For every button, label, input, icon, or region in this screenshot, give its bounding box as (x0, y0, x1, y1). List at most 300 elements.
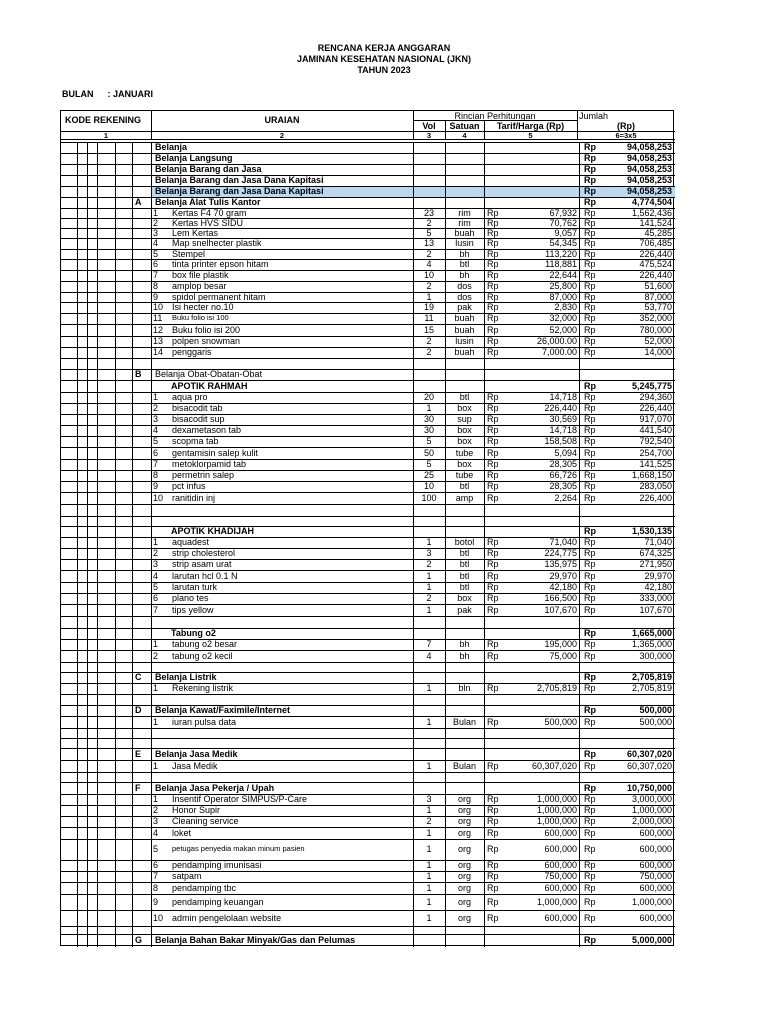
item-number: 8 (153, 883, 159, 893)
row-rule (61, 926, 675, 927)
tarif-currency: Rp (487, 238, 499, 248)
item-satuan: org (457, 816, 471, 826)
jumlah-currency: Rp (584, 571, 596, 581)
row-rule (61, 839, 675, 840)
jumlah-value: 1,000,000 (631, 805, 672, 815)
item-uraian: box file plastik (172, 270, 229, 280)
doc-title-2: JAMINAN KESEHATAN NASIONAL (JKN) (296, 54, 471, 64)
tarif-value: 67,932 (549, 208, 577, 218)
kode-letter: E (135, 749, 142, 759)
item-volume: 50 (423, 448, 434, 458)
item-uraian: dexametason tab (172, 425, 242, 435)
jumlah-currency: Rp (584, 883, 596, 893)
jumlah-currency: Rp (584, 425, 596, 435)
row-rule (61, 934, 675, 935)
tarif-currency: Rp (487, 218, 499, 228)
kode-letter: D (135, 705, 142, 715)
tarif-value: 66,726 (549, 470, 577, 480)
item-uraian: polpen snowman (172, 336, 241, 346)
jumlah-value: 5,000,000 (631, 935, 672, 945)
item-satuan: lusin (455, 238, 474, 248)
jumlah-value: 107,670 (639, 605, 672, 615)
item-satuan: bln (458, 683, 471, 693)
jumlah-currency: Rp (584, 292, 596, 302)
tarif-value: 600,000 (544, 883, 577, 893)
jumlah-currency: Rp (584, 228, 596, 238)
tarif-value: 75,000 (549, 651, 577, 661)
jumlah-value: 254,700 (639, 448, 672, 458)
tarif-currency: Rp (487, 414, 499, 424)
jumlah-currency: Rp (584, 828, 596, 838)
group-title: Belanja Kawat/Faximile/Internet (155, 705, 291, 715)
jumlah-value: 60,307,020 (626, 749, 672, 759)
col-rule (87, 142, 88, 947)
tarif-currency: Rp (487, 425, 499, 435)
group-title: Belanja Obat-Obatan-Obat (155, 369, 263, 379)
row-rule (61, 748, 675, 749)
item-number: 7 (153, 871, 159, 881)
jumlah-value: 141,524 (639, 218, 672, 228)
col-rule (115, 142, 116, 947)
tarif-value: 750,000 (544, 871, 577, 881)
tarif-currency: Rp (487, 448, 499, 458)
jumlah-value: 1,562,436 (631, 208, 672, 218)
item-volume: 1 (426, 292, 432, 302)
row-rule (61, 672, 675, 673)
tarif-currency: Rp (487, 347, 499, 357)
item-volume: 2 (426, 336, 432, 346)
jumlah-value: 42,180 (644, 582, 672, 592)
item-uraian: bisacodit sup (172, 414, 225, 424)
row-rule (61, 694, 675, 695)
tarif-currency: Rp (487, 537, 499, 547)
item-uraian: scopma tab (172, 436, 219, 446)
row-rule (61, 772, 675, 773)
item-uraian: admin pengelolaan website (172, 913, 282, 923)
rule (413, 111, 414, 139)
item-number: 3 (153, 414, 159, 424)
row-rule (61, 504, 675, 505)
item-uraian: Kertas F4 70 gram (172, 208, 247, 218)
tarif-value: 29,970 (549, 571, 577, 581)
item-number: 1 (153, 683, 159, 693)
jumlah-value: 29,970 (644, 571, 672, 581)
item-uraian: Insentif Operator SIMPUS/P-Care (172, 794, 308, 804)
item-number: 9 (153, 897, 159, 907)
bulan-key: BULAN (62, 89, 94, 99)
jumlah-currency: Rp (584, 259, 596, 269)
item-volume: 20 (423, 392, 434, 402)
jumlah-value: 1,665,000 (631, 628, 672, 638)
item-volume: 2 (426, 281, 432, 291)
tarif-value: 600,000 (544, 828, 577, 838)
col-rule (484, 142, 485, 947)
bulan-label (62, 89, 153, 99)
item-number: 13 (153, 336, 164, 346)
item-satuan: btl (459, 259, 470, 269)
item-uraian: tinta printer epson hitam (172, 259, 269, 269)
item-uraian: strip cholesterol (172, 548, 236, 558)
item-number: 4 (153, 425, 159, 435)
item-number: 2 (153, 805, 159, 815)
item-satuan: bh (459, 270, 470, 280)
group-title: Belanja (155, 142, 188, 152)
tarif-currency: Rp (487, 259, 499, 269)
col-num-3: 3 (426, 131, 432, 140)
col-vol-header: Vol (422, 121, 436, 131)
item-number: 14 (153, 347, 164, 357)
jumlah-value: 283,050 (639, 481, 672, 491)
tarif-currency: Rp (487, 605, 499, 615)
jumlah-value: 226,400 (639, 493, 672, 503)
item-uraian: amplop besar (172, 281, 227, 291)
group-title: APOTIK RAHMAH (171, 381, 248, 391)
item-uraian: Cleaning service (172, 816, 239, 826)
item-uraian: metoklorpamid tab (172, 459, 247, 469)
tarif-value: 14,718 (549, 392, 577, 402)
item-satuan: box (457, 593, 472, 603)
tarif-value: 1,000,000 (536, 816, 577, 826)
item-satuan: org (457, 844, 471, 854)
jumlah-value: 226,440 (639, 249, 672, 259)
item-uraian: tabung o2 kecil (172, 651, 233, 661)
rule (413, 120, 577, 121)
tarif-currency: Rp (487, 292, 499, 302)
row-rule (61, 380, 675, 381)
row-rule (61, 662, 675, 663)
jumlah-value: 141,525 (639, 459, 672, 469)
jumlah-value: 600,000 (639, 860, 672, 870)
item-number: 1 (153, 537, 159, 547)
tarif-currency: Rp (487, 228, 499, 238)
item-satuan: btl (459, 559, 470, 569)
tarif-value: 9,057 (554, 228, 577, 238)
jumlah-currency: Rp (584, 238, 596, 248)
jumlah-value: 600,000 (639, 844, 672, 854)
group-title: Tabung o2 (171, 628, 216, 638)
tarif-value: 52,000 (549, 325, 577, 335)
jumlah-currency: Rp (584, 164, 596, 174)
row-rule (61, 738, 675, 739)
tarif-currency: Rp (487, 459, 499, 469)
jumlah-currency: Rp (584, 860, 596, 870)
col-rincian-header: Rincian Perhitungan (454, 111, 536, 121)
jumlah-value: 600,000 (639, 828, 672, 838)
item-satuan: dos (457, 281, 472, 291)
item-number: 10 (153, 913, 164, 923)
tarif-value: 600,000 (544, 860, 577, 870)
item-number: 3 (153, 228, 159, 238)
item-number: 8 (153, 281, 159, 291)
item-satuan: rim (458, 208, 471, 218)
tarif-currency: Rp (487, 336, 499, 346)
group-title: Belanja Jasa Pekerja / Upah (155, 783, 275, 793)
rule (61, 131, 675, 132)
jumlah-currency: Rp (584, 281, 596, 291)
jumlah-currency: Rp (584, 639, 596, 649)
jumlah-value: 333,000 (639, 593, 672, 603)
tarif-value: 7,000.00 (541, 347, 577, 357)
item-satuan: Bulan (452, 761, 477, 771)
jumlah-currency: Rp (584, 302, 596, 312)
item-number: 7 (153, 459, 159, 469)
jumlah-currency: Rp (584, 459, 596, 469)
item-number: 5 (153, 436, 159, 446)
jumlah-currency: Rp (584, 582, 596, 592)
group-title: Belanja Alat Tulis Kantor (155, 197, 261, 207)
item-volume: 2 (426, 218, 432, 228)
col-num-4: 4 (462, 131, 467, 140)
item-volume: 19 (423, 302, 434, 312)
tarif-currency: Rp (487, 913, 499, 923)
item-satuan: org (457, 871, 471, 881)
jumlah-value: 271,950 (639, 559, 672, 569)
item-uraian: satpam (172, 871, 202, 881)
item-satuan: btl (459, 392, 470, 402)
jumlah-currency: Rp (584, 593, 596, 603)
tarif-currency: Rp (487, 208, 499, 218)
item-number: 1 (153, 208, 159, 218)
group-title: Belanja Barang dan Jasa (155, 164, 262, 174)
item-satuan: bh (459, 651, 470, 661)
tarif-currency: Rp (487, 717, 499, 727)
jumlah-currency: Rp (584, 559, 596, 569)
jumlah-currency: Rp (584, 935, 596, 945)
jumlah-value: 3,000,000 (631, 794, 672, 804)
tarif-value: 26,000.00 (536, 336, 577, 346)
item-number: 1 (153, 761, 159, 771)
jumlah-currency: Rp (584, 605, 596, 615)
group-title: Belanja Jasa Medik (155, 749, 238, 759)
item-satuan: bh (459, 249, 470, 259)
jumlah-value: 2,705,819 (631, 683, 672, 693)
item-satuan: buah (454, 325, 475, 335)
tarif-value: 54,345 (549, 238, 577, 248)
item-volume: 1 (426, 805, 432, 815)
item-volume: 5 (426, 436, 432, 446)
jumlah-value: 300,000 (639, 651, 672, 661)
rule (61, 139, 675, 140)
item-satuan: botol (454, 537, 475, 547)
tarif-currency: Rp (487, 761, 499, 771)
item-volume: 1 (426, 913, 432, 923)
rule (484, 120, 485, 139)
item-satuan: tube (455, 470, 474, 480)
jumlah-currency: Rp (584, 436, 596, 446)
tarif-currency: Rp (487, 481, 499, 491)
item-uraian: Isi hecter no.10 (172, 302, 234, 312)
tarif-value: 28,305 (549, 459, 577, 469)
item-volume: 4 (426, 259, 432, 269)
item-satuan: btl (459, 571, 470, 581)
tarif-value: 118,881 (545, 259, 577, 269)
jumlah-currency: Rp (584, 325, 596, 335)
jumlah-value: 2,000,000 (631, 816, 672, 826)
item-number: 1 (153, 392, 159, 402)
jumlah-currency: Rp (584, 805, 596, 815)
jumlah-value: 51,600 (644, 281, 672, 291)
jumlah-value: 226,440 (639, 270, 672, 280)
item-satuan: org (457, 828, 471, 838)
jumlah-value: 60,307,020 (626, 761, 672, 771)
jumlah-value: 1,668,150 (631, 470, 672, 480)
tarif-value: 22,644 (549, 270, 577, 280)
tarif-value: 14,718 (549, 425, 577, 435)
item-volume: 1 (426, 761, 432, 771)
jumlah-currency: Rp (584, 175, 596, 185)
item-volume: 2 (426, 593, 432, 603)
jumlah-currency: Rp (584, 270, 596, 280)
item-volume: 1 (426, 571, 432, 581)
jumlah-value: 500,000 (639, 705, 672, 715)
jumlah-value: 600,000 (639, 913, 672, 923)
rule (151, 111, 152, 139)
item-uraian: larutan turk (172, 582, 218, 592)
item-number: 2 (153, 548, 159, 558)
item-satuan: sup (457, 414, 472, 424)
jumlah-currency: Rp (584, 749, 596, 759)
item-uraian: bisacodit tab (172, 403, 223, 413)
col-jumlah-unit: (Rp) (617, 121, 635, 131)
item-uraian: Buku folio isi 100 (172, 313, 229, 322)
item-volume: 10 (423, 481, 434, 491)
col-num-5: 5 (528, 131, 533, 140)
item-uraian: Rekening listrik (172, 683, 234, 693)
group-title: APOTIK KHADIJAH (171, 526, 255, 536)
item-uraian: aqua pro (172, 392, 208, 402)
item-volume: 30 (423, 414, 434, 424)
rule (445, 120, 446, 139)
jumlah-currency: Rp (584, 651, 596, 661)
item-volume: 1 (426, 883, 432, 893)
jumlah-currency: Rp (584, 537, 596, 547)
kode-letter: A (135, 197, 142, 207)
tarif-value: 135,975 (544, 559, 577, 569)
tarif-currency: Rp (487, 493, 499, 503)
item-volume: 5 (426, 459, 432, 469)
tarif-currency: Rp (487, 270, 499, 280)
jumlah-currency: Rp (584, 913, 596, 923)
tarif-currency: Rp (487, 805, 499, 815)
item-uraian: penggaris (172, 347, 212, 357)
jumlah-currency: Rp (584, 208, 596, 218)
jumlah-currency: Rp (584, 414, 596, 424)
tarif-value: 25,800 (549, 281, 577, 291)
item-satuan: box (457, 425, 472, 435)
jumlah-currency: Rp (584, 897, 596, 907)
item-number: 6 (153, 593, 159, 603)
tarif-value: 224,775 (544, 548, 577, 558)
item-satuan: org (457, 805, 471, 815)
tarif-currency: Rp (487, 883, 499, 893)
col-rule (413, 142, 414, 947)
group-title: Belanja Langsung (155, 153, 233, 163)
jumlah-value: 792,540 (639, 436, 672, 446)
doc-title-3: TAHUN 2023 (357, 65, 411, 75)
tarif-currency: Rp (487, 860, 499, 870)
item-number: 3 (153, 559, 159, 569)
row-rule (61, 782, 675, 783)
item-number: 4 (153, 571, 159, 581)
col-tarif-header: Tarif/Harga (Rp) (496, 121, 565, 131)
tarif-currency: Rp (487, 683, 499, 693)
tarif-value: 2,264 (554, 493, 577, 503)
col-uraian-header: URAIAN (264, 115, 300, 125)
jumlah-value: 94,058,253 (626, 142, 672, 152)
tarif-currency: Rp (487, 897, 499, 907)
tarif-value: 158,508 (544, 436, 577, 446)
item-volume: 23 (423, 208, 434, 218)
item-satuan: buah (454, 347, 475, 357)
item-volume: 1 (426, 717, 432, 727)
item-satuan: btl (459, 481, 470, 491)
jumlah-value: 5,245,775 (631, 381, 672, 391)
item-volume: 1 (426, 860, 432, 870)
jumlah-value: 94,058,253 (626, 186, 672, 196)
item-uraian: pendamping keuangan (172, 897, 264, 907)
item-volume: 11 (424, 313, 434, 323)
tarif-currency: Rp (487, 828, 499, 838)
item-uraian: Kertas HVS SIDU (172, 218, 244, 228)
item-satuan: box (457, 459, 472, 469)
jumlah-value: 2,705,819 (631, 672, 672, 682)
kode-letter: G (135, 935, 143, 945)
col-kode-header: KODE REKENING (65, 115, 142, 125)
item-satuan: amp (455, 493, 474, 503)
item-satuan: bh (459, 639, 470, 649)
tarif-value: 166,500 (544, 593, 577, 603)
item-uraian: Buku folio isi 200 (172, 325, 241, 335)
jumlah-currency: Rp (584, 186, 596, 196)
jumlah-currency: Rp (584, 142, 596, 152)
tarif-currency: Rp (487, 325, 499, 335)
item-uraian: iuran pulsa data (172, 717, 237, 727)
item-volume: 2 (426, 816, 432, 826)
item-satuan: btl (459, 548, 470, 558)
item-volume: 2 (426, 559, 432, 569)
item-uraian: pendamping imunisasi (172, 860, 262, 870)
jumlah-currency: Rp (584, 153, 596, 163)
tarif-currency: Rp (487, 403, 499, 413)
tarif-currency: Rp (487, 639, 499, 649)
tarif-value: 5,094 (554, 448, 577, 458)
tarif-value: 60,307,020 (531, 761, 577, 771)
item-volume: 1 (426, 537, 432, 547)
item-uraian: Map snelhecter plastik (172, 238, 262, 248)
item-uraian: pendamping tbc (172, 883, 237, 893)
item-volume: 13 (423, 238, 434, 248)
jumlah-value: 441,540 (639, 425, 672, 435)
item-volume: 25 (423, 470, 434, 480)
jumlah-currency: Rp (584, 783, 596, 793)
jumlah-currency: Rp (584, 871, 596, 881)
kode-letter: B (135, 369, 142, 379)
item-uraian: plano tes (172, 593, 209, 603)
item-satuan: btl (459, 582, 470, 592)
item-satuan: lusin (455, 336, 474, 346)
item-uraian: gentamisin salep kulit (172, 448, 259, 458)
tarif-value: 2,705,819 (536, 683, 577, 693)
jumlah-value: 780,000 (639, 325, 672, 335)
col-rule (445, 142, 446, 947)
tarif-currency: Rp (487, 559, 499, 569)
group-title: Belanja Listrik (155, 672, 217, 682)
item-volume: 2 (426, 347, 432, 357)
jumlah-value: 706,485 (639, 238, 672, 248)
jumlah-currency: Rp (584, 526, 596, 536)
item-volume: 10 (423, 270, 434, 280)
tarif-value: 500,000 (544, 717, 577, 727)
